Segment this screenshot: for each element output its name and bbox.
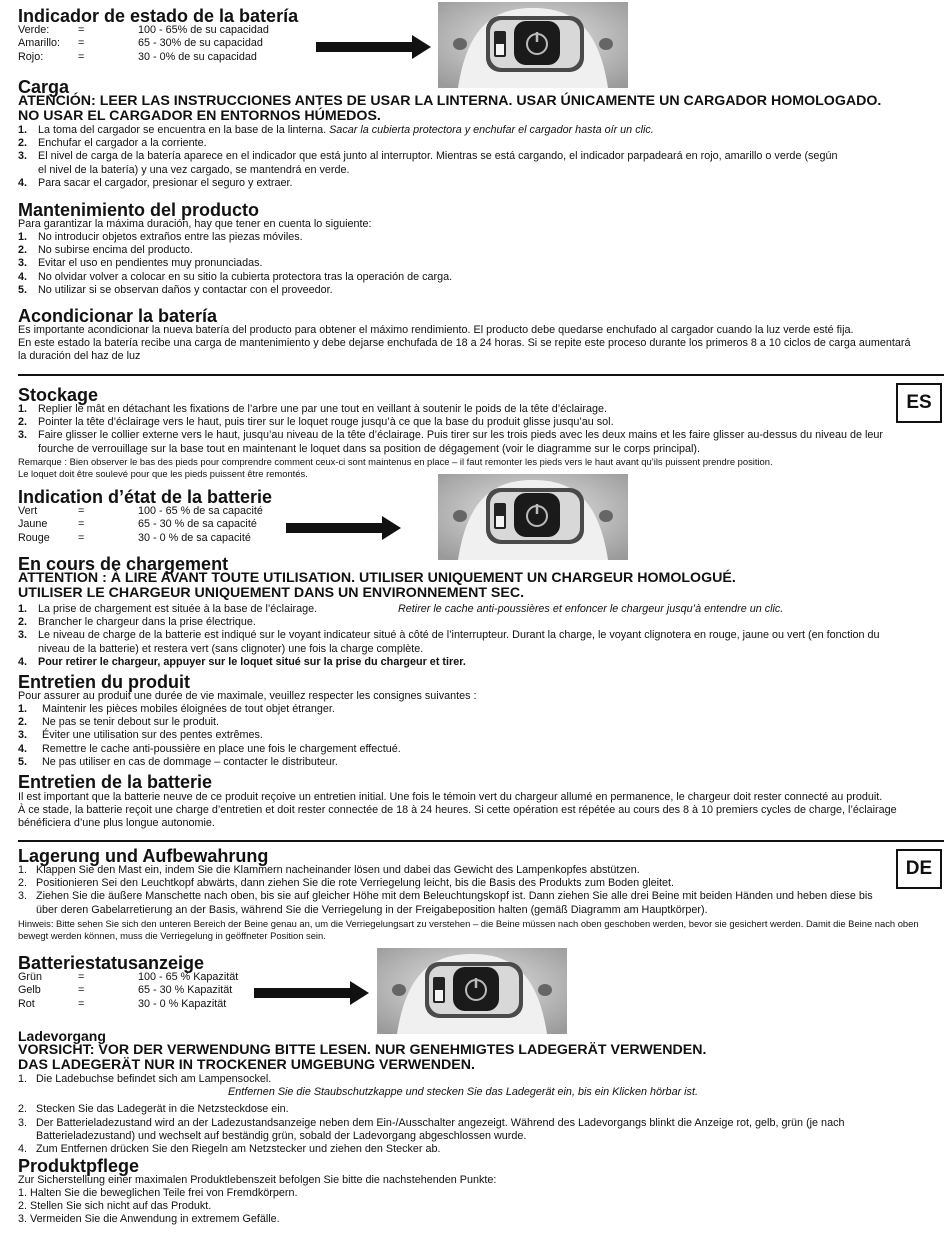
list-item: 1. Halten Sie die beweglichen Teile frei von Fremdkörpern. xyxy=(18,1187,298,1199)
de-charging-steps xyxy=(18,1073,898,1156)
de-storage-steps xyxy=(18,864,888,917)
es-conditioning-text: Es importante acondicionar la nueva batería del producto para obtener el máximo rendimiento. El producto debe quedarse enchufado al cargador cuando la luz verde esté fija. En este estado la batería recibe una carga de mantenimiento y debe dejarse enchufada de 18 a 24 horas. Si se repite este proceso durante los primeros 8 a 10 ciclos de carga aumentará la duración del haz de luz xyxy=(18,324,911,363)
es-maintenance-intro: Para garantizar la máxima duración, hay que tener en cuenta lo siguiente: xyxy=(18,218,372,230)
list-item: 1. Die Ladebuchse befindet sich am Lampensockel. xyxy=(18,1073,272,1085)
fr-charging-title: En cours de chargement xyxy=(18,554,229,574)
lang-badge-es: ES xyxy=(896,383,942,423)
lang-badge-de: DE xyxy=(896,849,942,889)
status-row: Grün = 100 - 65 % Kapazität xyxy=(18,971,239,983)
de-charging-warning-2: DAS LADEGERÄT NUR IN TROCKENER UMGEBUNG VERWENDEN. xyxy=(18,1057,475,1073)
list-item: 2. Positionieren Sei den Leuchtkopf abwärts, dann ziehen Sie die rote Verriegelung leicht, bis die Basis des Produkts zum Boden gleitet. xyxy=(18,877,675,890)
status-row: Verde: = 100 - 65% de su capacidad xyxy=(18,24,269,36)
list-item: 1. Klappen Sie den Mast ein, indem Sie die Klammern nacheinander lösen und dabei das Gewicht des Lampenkopfes abstützen. xyxy=(18,864,640,876)
list-item: 4. Zum Entfernen drücken Sie den Riegeln am Netzstecker und ziehen den Stecker ab. xyxy=(18,1143,441,1156)
es-conditioning-title: Acondicionar la batería xyxy=(18,306,218,326)
list-item: 1. La prise de chargement est située à la base de l’éclairage. Retirer le cache anti-poussières et enfoncer le chargeur jusqu’à entendre un clic. xyxy=(18,603,784,615)
list-item: 2. Pointer la tête d’éclairage vers le haut, puis tirer sur le loquet rouge jusqu’à ce que la base du produit glisse jusqu’au sol. xyxy=(18,416,614,429)
es-battery-status-list xyxy=(18,24,269,64)
status-row: Rouge = 30 - 0 % de sa capacité xyxy=(18,531,251,544)
list-item: 3. Evitar el uso en pendientes muy pronunciadas. xyxy=(18,257,263,270)
list-item: 2. Ne pas se tenir debout sur le produit. xyxy=(18,716,220,729)
battery-indicator-photo xyxy=(377,948,567,1034)
battery-indicator-photo xyxy=(438,2,628,88)
list-item: 3. Éviter une utilisation sur des pentes extrêmes. xyxy=(18,729,263,742)
fr-maintenance-title: Entretien du produit xyxy=(18,672,190,692)
fr-conditioning-text: Il est important que la batterie neuve de ce produit reçoive un entretien initial. Une fois le témoin vert du chargeur allumé en permanence, le chargeur doit rester connecté au produit. À ce stade, la batterie reçoit une charge d’entretien et doit rester connectée de 18 à 24 heures. Si cette opération est répétée au cours des 8 à 10 premiers cycles de charge, l’éclairage bénéficiera d’une plus longue autonomie. xyxy=(18,791,897,830)
fr-storage-note: Remarque : Bien observer le bas des pieds pour comprendre comment ceux-ci sont maintenus en place – il faut remonter les pieds vers le haut avant qu’ils puissent prendre position. Le loquet doit être soulevé pour que les pieds puissent être remontés. xyxy=(18,456,773,480)
list-item: 5. No utilizar si se observan daños y contactar con el proveedor. xyxy=(18,283,333,296)
fr-maintenance-intro: Pour assurer au produit une durée de vie maximale, veuillez respecter les consignes suivantes : xyxy=(18,690,477,702)
status-row: Amarillo: = 65 - 30% de su capacidad xyxy=(18,37,263,50)
list-item: 3. Le niveau de charge de la batterie est indiqué sur le voyant indicateur situé à côté de l’interrupteur. Durant la charge, le voyant clignotera en rouge, jaune ou vert (en fonction du niveau de la batterie) et restera vert (sans clignoter) une fois la charge complète. xyxy=(18,629,880,655)
status-row: Gelb = 65 - 30 % Kapazität xyxy=(18,984,233,997)
list-item: 3. El nivel de carga de la batería aparece en el indicador que está junto al interruptor. Mientras se está cargando, el indicador parpadeará en rojo, amarillo o verde (según el nivel de la batería) y una vez cargado, se mantendrá en verde. xyxy=(18,150,838,176)
arrow-right-icon xyxy=(254,981,370,1005)
fr-conditioning-title: Entretien de la batterie xyxy=(18,772,213,792)
divider xyxy=(18,840,944,842)
arrow-right-icon xyxy=(316,35,432,59)
fr-battery-title: Indication d’état de la batterie xyxy=(18,487,273,507)
list-item: 3. Faire glisser le collier externe vers le haut, jusqu’au niveau de la tête d’éclairage. Puis tirer sur les trois pieds avec les deux mains et les faire glisser au-dessus du niveau de leur fourche de verrouillage sur la base tout en maintenant le loquet dans sa position de dégagement (voir le diagramme sur le corps principal). xyxy=(18,429,883,455)
fr-charging-warning-1: ATTENTION : À LIRE AVANT TOUTE UTILISATION. UTILISER UNIQUEMENT UN CHARGEUR HOMOLOGUÉ. xyxy=(18,570,736,586)
list-item: 1. No introducir objetos extraños entre las piezas móviles. xyxy=(18,231,303,243)
status-row: Rot = 30 - 0 % Kapazität xyxy=(18,997,227,1010)
fr-storage-title: Stockage xyxy=(18,385,99,405)
status-row: Jaune = 65 - 30 % de sa capacité xyxy=(18,518,257,531)
de-charging-title: Ladevorgang xyxy=(18,1028,106,1044)
arrow-right-icon xyxy=(286,516,402,540)
list-item: 4. Para sacar el cargador, presionar el seguro y extraer. xyxy=(18,176,293,189)
list-item: 3. Der Batterieladezustand wird an der Ladezustandsanzeige neben dem Ein-/Ausschalter angezeigt. Während des Ladevorgangs blinkt die Anzeige rot, gelb, grün (je nach Batterieladezustand) und wechselt auf beständig grün, sobald der Ladevorgang abgeschlossen wurde. xyxy=(18,1116,845,1142)
de-storage-title: Lagerung und Aufbewahrung xyxy=(18,846,269,866)
list-item: 4. Remettre le cache anti-poussière en place une fois le chargement effectué. xyxy=(18,742,401,755)
de-battery-title: Batteriestatusanzeige xyxy=(18,953,205,973)
de-maintenance-intro: Zur Sicherstellung einer maximalen Produktlebenszeit befolgen Sie bitte die nachstehenden Punkte: xyxy=(18,1174,497,1186)
de-charging-warning-1: VORSICHT: VOR DER VERWENDUNG BITTE LESEN. NUR GENEHMIGTES LADEGERÄT VERWENDEN. xyxy=(18,1042,707,1058)
list-item: 2. Enchufar el cargador a la corriente. xyxy=(18,137,207,150)
de-maintenance-steps xyxy=(18,1187,297,1227)
de-maintenance-title: Produktpflege xyxy=(18,1156,140,1176)
es-charging-warning-1: ATENCIÓN: LEER LAS INSTRUCCIONES ANTES DE USAR LA LINTERNA. USAR ÚNICAMENTE UN CARGADOR HOMOLOGADO. xyxy=(18,93,882,109)
es-charging-title: Carga xyxy=(18,77,70,97)
list-item: 4. No olvidar volver a colocar en su sitio la cubierta protectora tras la operación de carga. xyxy=(18,270,453,283)
es-maintenance-steps xyxy=(18,231,452,297)
de-battery-status-list xyxy=(18,971,238,1011)
de-storage-note: Hinweis: Bitte sehen Sie sich den unteren Bereich der Beine genau an, um die Verriegelungsart zu verstehen – die Beine müssen nach oben geschoben werden, bevor sie gesichert werden. Damit die Beine nach oben bewegt werden können, muss die Verriegelung in geöffneter Position sein. xyxy=(18,918,919,942)
list-item: 3. Vermeiden Sie die Anwendung in extremem Gefälle. xyxy=(18,1213,280,1226)
list-item: 2. Brancher le chargeur dans la prise électrique. xyxy=(18,616,256,629)
battery-indicator-photo xyxy=(438,474,628,560)
list-item: 1. Maintenir les pièces mobiles éloignées de tout objet étranger. xyxy=(18,703,335,715)
list-item: 1. Replier le mât en détachant les fixations de l’arbre une par une tout en veillant à soutenir le poids de la tête d’éclairage. xyxy=(18,403,607,415)
es-charging-warning-2: NO USAR EL CARGADOR EN ENTORNOS HÚMEDOS. xyxy=(18,108,381,124)
fr-battery-status-list xyxy=(18,505,263,545)
es-battery-title: Indicador de estado de la batería xyxy=(18,6,299,26)
list-item: 5. Ne pas utiliser en cas de dommage – contacter le distributeur. xyxy=(18,755,338,768)
list-item: 2. Stecken Sie das Ladegerät in die Netzsteckdose ein. xyxy=(18,1103,289,1116)
divider xyxy=(18,374,944,376)
list-item: 1. La toma del cargador se encuentra en la base de la linterna. Sacar la cubierta protectora y enchufar el cargador hasta oír un clic. xyxy=(18,124,654,136)
fr-maintenance-steps xyxy=(18,703,401,769)
es-maintenance-title: Mantenimiento del producto xyxy=(18,200,259,220)
list-item: 4. Pour retirer le chargeur, appuyer sur le loquet situé sur la prise du chargeur et tirer. xyxy=(18,655,466,668)
list-item: 2. No subirse encima del producto. xyxy=(18,244,193,257)
fr-charging-warning-2: UTILISER LE CHARGEUR UNIQUEMENT DANS UN ENVIRONNEMENT SEC. xyxy=(18,585,525,601)
es-charging-steps xyxy=(18,124,848,190)
status-row: Rojo: = 30 - 0% de su capacidad xyxy=(18,50,257,63)
list-item: 2. Stellen Sie sich nicht auf das Produkt. xyxy=(18,1200,212,1213)
fr-charging-steps xyxy=(18,603,898,669)
fr-storage-steps xyxy=(18,403,908,456)
list-item-note: Entfernen Sie die Staubschutzkappe und stecken Sie das Ladegerät ein, bis ein Klicken hörbar ist. xyxy=(228,1086,698,1099)
status-row: Vert = 100 - 65 % de sa capacité xyxy=(18,505,263,517)
list-item: 3. Ziehen Sie die äußere Manschette nach oben, bis sie auf gleicher Höhe mit dem Beleuchtungskopf ist. Dann ziehen Sie alle drei Beine mit beiden Händen und heben diese bis über deren Gabelarretierung an der Basis, während Sie die Verriegelung in der Freigabeposition halten (gemäß Diagramm am Hauptkörper). xyxy=(18,890,873,916)
